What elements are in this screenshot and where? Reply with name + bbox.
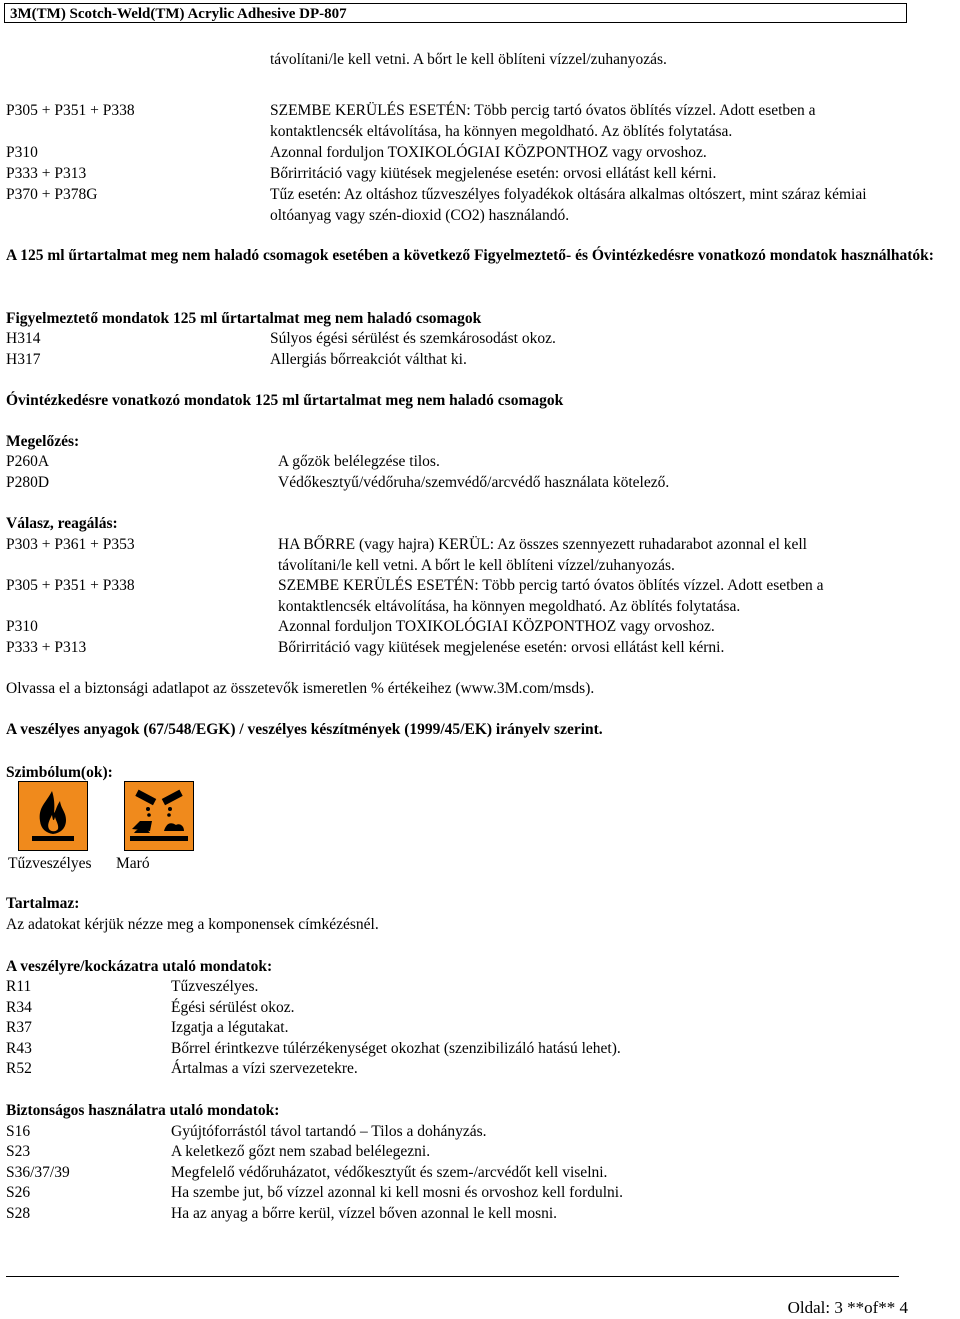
phrase-text: Bőrirritáció vagy kiütések megjelenése esetén: orvosi ellátást kell kérni. xyxy=(278,639,725,656)
phrase-text: Allergiás bőrreakciót válthat ki. xyxy=(270,351,467,368)
corrosive-pictogram-icon xyxy=(124,781,194,851)
phrase-text: Védőkesztyű/védőruha/szemvédő/arcvédő használata kötelező. xyxy=(278,474,670,491)
flammable-pictogram-icon xyxy=(18,781,88,851)
phrase-text: Súlyos égési sérülést és szemkárosodást okoz. xyxy=(270,330,556,347)
phrase-code: R43 xyxy=(6,1040,32,1057)
phrase-code: P303 + P361 + P353 xyxy=(6,536,135,553)
contents-text: Az adatokat kérjük nézze meg a komponensek címkézésnél. xyxy=(6,916,379,933)
precaution-heading: Óvintézkedésre vonatkozó mondatok 125 ml űrtartalmat meg nem haladó csomagok xyxy=(6,392,564,409)
phrase-text: Ártalmas a vízi szervezetekre. xyxy=(171,1060,358,1077)
document-title: 3M(TM) Scotch-Weld(TM) Acrylic Adhesive DP-807 xyxy=(10,6,347,22)
phrase-code: S26 xyxy=(6,1184,31,1201)
phrase-code: P310 xyxy=(6,618,38,635)
phrase-text: távolítani/le kell vetni. A bőrt le kell öblíteni vízzel/zuhanyozás. xyxy=(278,556,675,574)
sds-note: Olvassa el a biztonsági adatlapot az összetevők ismeretlen % értékeihez (www.3M.com/msds). xyxy=(6,680,595,697)
flammable-label: Tűzveszélyes xyxy=(8,855,92,872)
symbols-heading: Szimbólum(ok): xyxy=(6,764,113,781)
phrase-code: S28 xyxy=(6,1205,31,1222)
phrase-code: R11 xyxy=(6,978,32,995)
phrase-text: távolítani/le kell vetni. A bőrt le kell öblíteni vízzel/zuhanyozás. xyxy=(270,51,667,68)
phrase-code: P260A xyxy=(6,453,50,470)
phrase-text: Bőrrel érintkezve túlérzékenységet okozhat (szenzibilizáló hatású lehet). xyxy=(171,1040,621,1057)
contents-heading: Tartalmaz: xyxy=(6,895,80,912)
phrase-text: Gyújtóforrástól távol tartandó – Tilos a dohányzás. xyxy=(171,1123,487,1140)
response-heading: Válasz, reagálás: xyxy=(6,515,118,532)
phrase-text: Ha szembe jut, bő vízzel azonnal ki kell mosni és orvoshoz kell fordulni. xyxy=(171,1184,623,1201)
phrase-text: SZEMBE KERÜLÉS ESETÉN: Több percig tartó óvatos öblítés vízzel. Adott esetben a xyxy=(278,577,824,594)
small-pack-intro: A 125 ml űrtartalmat meg nem haladó csomagok esetében a következő Figyelmeztető- és Óvintézkedésre vonatkozó mondatok használhatók: xyxy=(6,247,934,264)
phrase-text: Izgatja a légutakat. xyxy=(171,1019,289,1036)
phrase-code: R37 xyxy=(6,1019,32,1036)
phrase-code: P280D xyxy=(6,474,50,491)
phrase-text: oltóanyag vagy szén-dioxid (CO2) használandó. xyxy=(270,206,570,224)
phrase-code: S36/37/39 xyxy=(6,1164,70,1181)
phrase-text: Tűzveszélyes. xyxy=(171,978,259,995)
phrase-code: S23 xyxy=(6,1143,31,1160)
phrase-code: R52 xyxy=(6,1060,32,1077)
phrase-code: H314 xyxy=(6,330,41,347)
phrase-code: H317 xyxy=(6,351,41,368)
phrase-text: A keletkező gőzt nem szabad belélegezni. xyxy=(171,1143,431,1160)
phrase-text: SZEMBE KERÜLÉS ESETÉN: Több percig tartó óvatos öblítés vízzel. Adott esetben a xyxy=(270,102,816,119)
directive-heading: A veszélyes anyagok (67/548/EGK) / veszélyes készítmények (1999/45/EK) irányelv szerint. xyxy=(6,721,603,738)
phrase-text: Ha az anyag a bőrre kerül, vízzel bőven azonnal le kell mosni. xyxy=(171,1205,558,1222)
phrase-code: R34 xyxy=(6,999,32,1016)
phrase-code: P305 + P351 + P338 xyxy=(6,577,135,594)
phrase-text: Azonnal forduljon TOXIKOLÓGIAI KÖZPONTHOZ vagy orvoshoz. xyxy=(278,618,715,635)
phrase-text: Bőrirritáció vagy kiütések megjelenése esetén: orvosi ellátást kell kérni. xyxy=(270,165,717,182)
phrase-text: kontaktlencsék eltávolítása, ha könnyen megoldható. Az öblítés folytatása. xyxy=(278,597,741,615)
prevention-heading: Megelőzés: xyxy=(6,433,80,450)
phrase-code: P310 xyxy=(6,144,38,161)
phrase-code: P370 + P378G xyxy=(6,186,98,203)
phrase-text: HA BŐRRE (vagy hajra) KERÜL: Az összes szennyezett ruhadarabot azonnal el kell xyxy=(278,536,807,553)
phrase-code: P333 + P313 xyxy=(6,639,87,656)
warning-heading: Figyelmeztető mondatok 125 ml űrtartalmat meg nem haladó csomagok xyxy=(6,310,482,327)
phrase-code: P333 + P313 xyxy=(6,165,87,182)
phrase-text: kontaktlencsék eltávolítása, ha könnyen megoldható. Az öblítés folytatása. xyxy=(270,122,733,140)
safety-heading: Biztonságos használatra utaló mondatok: xyxy=(6,1102,280,1119)
phrase-text: Égési sérülést okoz. xyxy=(171,999,295,1016)
risk-heading: A veszélyre/kockázatra utaló mondatok: xyxy=(6,958,273,975)
phrase-code: S16 xyxy=(6,1123,31,1140)
footer-divider xyxy=(6,1276,899,1277)
document-header xyxy=(4,3,907,23)
corrosive-label: Maró xyxy=(116,855,150,872)
phrase-text: A gőzök belélegzése tilos. xyxy=(278,453,440,470)
page-number: Oldal: 3 **of** 4 xyxy=(787,1298,908,1317)
phrase-text: Tűz esetén: Az oltáshoz tűzveszélyes folyadékok oltására alkalmas oltószert, mint száraz kémiai xyxy=(270,186,867,203)
phrase-text: Megfelelő védőruházatot, védőkesztyűt és szem-/arcvédőt kell viselni. xyxy=(171,1164,608,1181)
phrase-code: P305 + P351 + P338 xyxy=(6,102,135,119)
phrase-text: Azonnal forduljon TOXIKOLÓGIAI KÖZPONTHOZ vagy orvoshoz. xyxy=(270,144,707,161)
